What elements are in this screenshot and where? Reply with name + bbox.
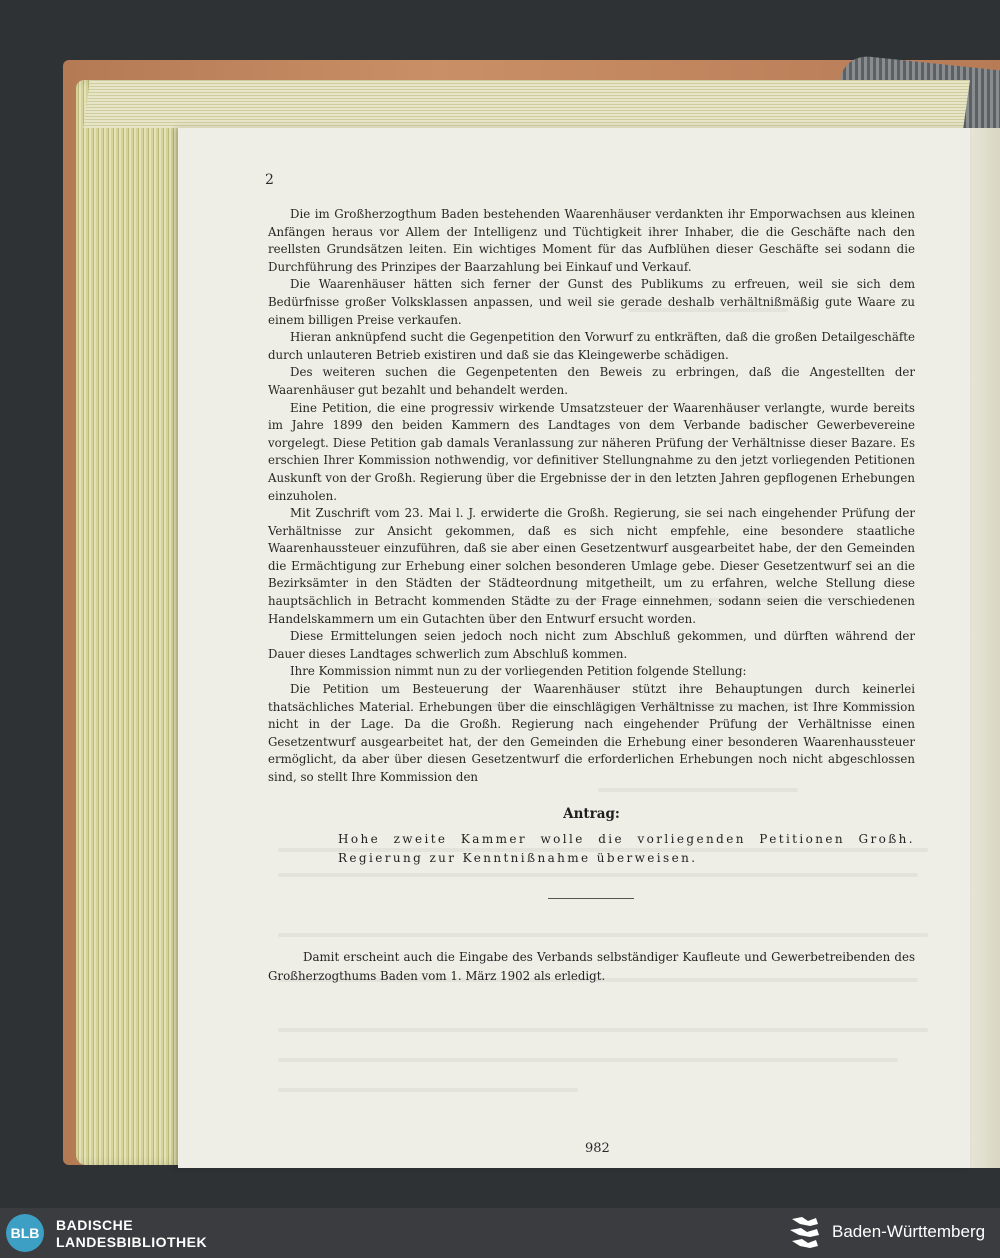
paragraph: Ihre Kommission nimmt nun zu der vorliegenden Petition folgende Stellung: xyxy=(290,664,747,679)
paragraph: Des weiteren suchen die Gegenpetenten den Beweis zu erbringen, daß die Angestellten der Waarenhäuser gut bezahlt und behandelt werden. xyxy=(268,365,915,397)
paragraph: Hieran anknüpfend sucht die Gegenpetition den Vorwurf zu entkräften, daß die großen Detailgeschäfte durch unlauteren Betrieb existiren und daß sie das Kleingewerbe schädigen. xyxy=(268,330,915,362)
partner-name[interactable]: Baden-Württemberg xyxy=(832,1222,986,1241)
paragraph: Die Waarenhäuser hätten sich ferner der Gunst des Publikums zu erfreuen, weil sie sich dem Bedürfnisse großer Volksklassen anpassen, und weil sie gerade deshalb verhältnißmäßig gute Waare zu einem billigen Preise verkaufen. xyxy=(268,277,915,327)
paragraph: Diese Ermittelungen seien jedoch noch nicht zum Abschluß gekommen, und dürften während der Dauer dieses Landtages schwerlich zum Abschluß kommen. xyxy=(268,629,915,661)
paragraph: Die Petition um Besteuerung der Waarenhäuser stützt ihre Behauptungen durch keinerlei thatsächliches Material. Erhebungen über die einschlägigen Verhältnisse zu machen, ist Ihre Kommission nicht in der Lage. Da die Großh. Regierung nach eingehender Prüfung der Verhältnisse einen Gesetzentwurf ausgearbeitet hat, der den Gemeinden die Erhebung einer besonderen Waarenhaussteuer ermöglicht, da aber über diesen Gesetzentwurf die erforderlichen Erhebungen noch nicht abgeschlossen sind, so stellt Ihre Kommission den xyxy=(268,682,915,784)
closing-paragraph xyxy=(268,948,915,985)
paragraph: Eine Petition, die eine progressiv wirkende Umsatzsteuer der Waarenhäuser verlangte, wurde bereits im Jahre 1899 den beiden Kammern des Landtages von dem Verbande badischer Gewerbevereine vorgelegt. Diese Petition gab damals Veranlassung zur näheren Prüfung der Verhältnisse dieser Bazare. Es erschien Ihrer Kommission nothwendig, vor definitiver Stellungnahme zu den jetzt vorliegenden Petitionen Auskunft von der Großh. Regierung über die Ergebnisse der in den letzten Jahren gepflogenen Erhebungen einzuholen. xyxy=(268,400,915,503)
page-number-top: 2 xyxy=(265,172,274,188)
closing-text: Damit erscheint auch die Eingabe des Verbands selbständiger Kaufleute und Gewerbetreibenden des Großherzogthums Baden vom 1. März 1902 als erledigt. xyxy=(268,950,915,983)
library-name-line2: LANDESBIBLIOTHEK xyxy=(56,1234,208,1250)
antrag-heading: Antrag: xyxy=(563,806,620,822)
facing-pages xyxy=(968,128,1000,1168)
coat-of-arms-icon xyxy=(788,1215,822,1251)
footer-banner xyxy=(0,1208,1000,1258)
page-number-bottom: 982 xyxy=(585,1141,610,1156)
page-edges-top xyxy=(83,80,970,128)
paragraph: Die im Großherzogthum Baden bestehenden Waarenhäuser verdankten ihr Emporwachsen aus kleinen Anfängen heraus vor Allem der Intelligenz und Tüchtigkeit ihrer Inhaber, die die Geschäfte nach den reellsten Grundsätzen leiten. Ein wichtiges Moment für das Aufblühen dieser Geschäfte sei sodann die Durchführung des Prinzipes der Baarzahlung bei Einkauf und Verkauf. xyxy=(268,207,915,274)
paragraph: Mit Zuschrift vom 23. Mai l. J. erwiderte die Großh. Regierung, sie sei nach eingehender Prüfung der Verhältnisse zur Ansicht gekommen, daß es sich nicht empfehle, eine besondere staatliche Waarenhaussteuer einzuführen, daß sie aber einen Gesetzentwurf ausgearbeitet habe, der den Gemeinden die Ermächtigung zur Erhebung einer solchen besonderen Umlage gebe. Dieser Gesetzentwurf sei an die Bezirksämter in den Städten der Städteordnung mitgetheilt, um zu erfahren, welche Stellung diese hauptsächlich in Betracht kommenden Städte zu der Frage einnehmen, sodann seien die verschiedenen Handelskammern um ein Gutachten über den Entwurf ersucht worden. xyxy=(268,506,915,626)
library-name-line1: BADISCHE xyxy=(56,1217,134,1233)
document-page xyxy=(178,128,970,1168)
document-body xyxy=(268,206,915,983)
separator-rule xyxy=(548,898,634,899)
blb-logo[interactable]: BLB xyxy=(6,1214,44,1252)
page-edges xyxy=(76,80,186,1165)
antrag-text: Hohe zweite Kammer wolle die vorliegenden Petitionen Großh. Regierung zur Kenntnißnahme überweisen. xyxy=(338,832,915,865)
